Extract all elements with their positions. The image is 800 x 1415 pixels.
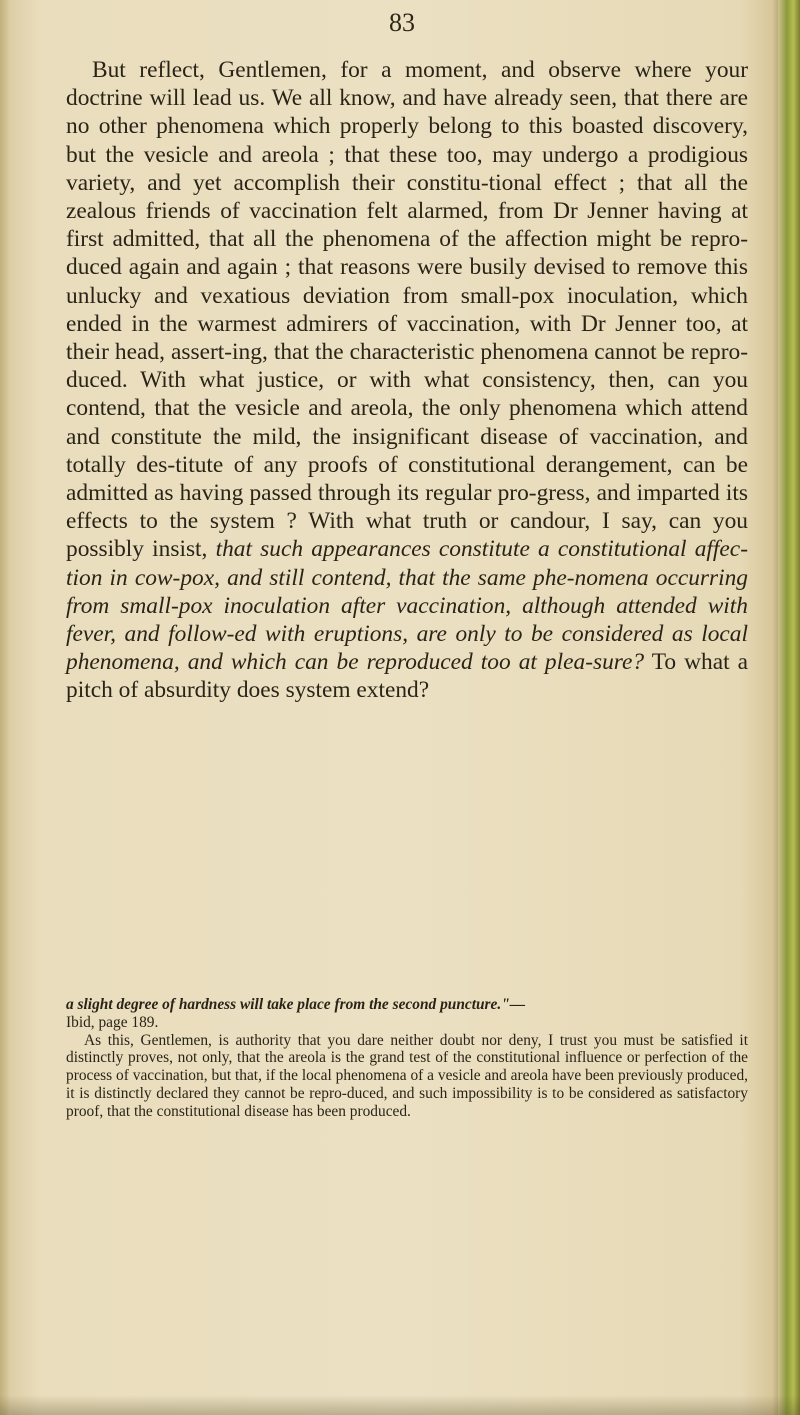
footnote-quote-line	[66, 996, 748, 1014]
page-bottom-shadow	[0, 1395, 800, 1415]
page-number: 83	[389, 8, 415, 37]
page-left-edge	[0, 0, 10, 1415]
footnote-reference: Ibid, page 189.	[66, 1013, 159, 1031]
footnote-body: As this, Gentlemen, is authority that you dare neither doubt nor deny, I trust you must be satisfied it distinctly proves, not only, that the areola is the grand test of the constitutional influence or perfection of the process of vaccination, but that, if the local phenomena of a vesicle and areola have been previously produced, it is distinctly declared they cannot be repro-duced, and such impossibility is to be considered as satisfactory proof, that the constitutional disease has been produced.	[66, 1031, 748, 1120]
footnote	[66, 996, 748, 1121]
main-paragraph-roman: But reflect, Gentlemen, for a moment, and observe where your doctrine will lead us. We all know, and have already seen, that there are no other phenomena which properly belong to this boasted discovery, but the vesicle and areola ; that these too, may undergo a prodigious variety, and yet accomplish their constitu-tional effect ; that all the zealous friends of vaccination felt alarmed, from Dr Jenner having at first admitted, that all the phenomena of the affection might be repro-duced again and again ; that reasons were busily devised to remove this unlucky and vexatious deviation from small-pox inoculation, which ended in the warmest admirers of vaccination, with Dr Jenner too, at their head, assert-ing, that the characteristic phenomena cannot be repro-duced. With what justice, or with what consistency, then, can you contend, that the vesicle and areola, the only phenomena which attend and constitute the mild, the insignificant disease of vaccination, and totally des-titute of any proofs of constitutional derangement, can be admitted as having passed through its regular pro-gress, and imparted its effects to the system ? With what truth or candour, I say, can you possibly insist,	[66, 57, 748, 563]
main-paragraph-italic: that such appearances constitute a constitutional affec-tion in cow-pox, and still contend, that the same phe-nomena occurring from small-pox inoculation after vaccination, although attended with fever, and follow-ed with eruptions, are only to be considered as local phenomena, and which can be reproduced too at plea-sure?	[66, 536, 748, 676]
main-paragraph-end: To what a pitch of absurdity does system extend?	[66, 649, 749, 704]
footnote-quote: a slight degree of hardness will take place from the second puncture."—	[66, 996, 526, 1013]
main-paragraph	[66, 56, 748, 705]
page-right-edge	[778, 0, 800, 1415]
